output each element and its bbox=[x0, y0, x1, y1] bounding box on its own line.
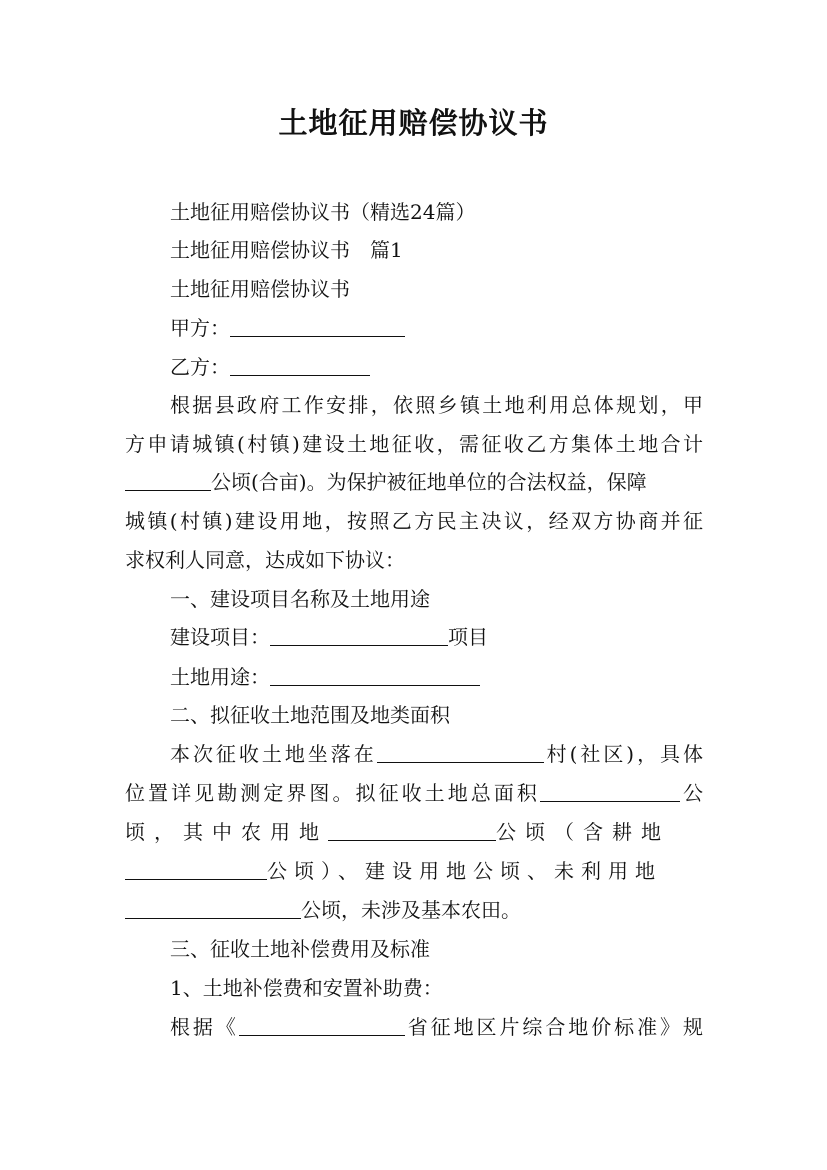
standard-name-blank bbox=[239, 1015, 405, 1036]
total-area-blank bbox=[540, 781, 680, 802]
item1-text-b: 省征地区片综合地价标准》规 bbox=[404, 1015, 703, 1039]
location-blank bbox=[377, 742, 544, 763]
farmland-blank bbox=[328, 820, 496, 841]
paragraph-1-line-1: 根据县政府工作安排，依照乡镇土地利用总体规划，甲 bbox=[170, 393, 703, 417]
party-a-blank bbox=[230, 316, 405, 337]
item-1-heading: 1、土地补偿费和安置补助费： bbox=[170, 976, 443, 1000]
paragraph-2-line-5 bbox=[125, 895, 703, 925]
party-b-label: 乙方： bbox=[170, 355, 230, 379]
unused-land-blank bbox=[125, 898, 301, 919]
p2-line2-text-b: 公 bbox=[679, 781, 704, 805]
section-3-heading: 三、征收土地补偿费用及标准 bbox=[170, 937, 430, 961]
land-use-label: 土地用途： bbox=[170, 665, 270, 689]
area-total-blank bbox=[125, 470, 211, 491]
item1-text-a: 根据《 bbox=[170, 1015, 239, 1039]
p2-line3-text-a: 顷，其中农用地 bbox=[125, 820, 328, 844]
party-a-label: 甲方： bbox=[170, 316, 230, 340]
document-title: 土地征用赔偿协议书 bbox=[278, 106, 549, 140]
paragraph-1-line-2: 方申请城镇(村镇)建设土地征收，需征收乙方集体土地合计 bbox=[125, 432, 703, 456]
cultivated-blank bbox=[125, 859, 267, 880]
document-subtitle: 土地征用赔偿协议书（精选24篇） bbox=[170, 200, 476, 224]
land-use-line bbox=[170, 662, 480, 692]
p2-line3-text-b: 公顷（含耕地 bbox=[496, 820, 670, 844]
agreement-title: 土地征用赔偿协议书 bbox=[170, 277, 350, 301]
paragraph-1-line-5: 求权利人同意，达成如下协议： bbox=[125, 548, 405, 572]
project-suffix: 项目 bbox=[448, 625, 488, 649]
project-label: 建设项目： bbox=[170, 625, 270, 649]
party-a-line bbox=[170, 313, 405, 343]
paragraph-1-line-4: 城镇(村镇)建设用地，按照乙方民主决议，经双方协商并征 bbox=[125, 509, 703, 533]
paragraph-2-line-4 bbox=[125, 856, 703, 886]
land-use-blank bbox=[270, 665, 480, 686]
paragraph-2-line-2 bbox=[125, 778, 703, 808]
paragraph-2-line-3 bbox=[125, 817, 703, 847]
paragraph-1-line-3-text: 公顷(合亩)。为保护被征地单位的合法权益，保障 bbox=[211, 470, 647, 494]
paragraph-1-line-3 bbox=[125, 467, 703, 497]
section-1-heading: 一、建设项目名称及土地用途 bbox=[170, 587, 430, 611]
paragraph-2-line-1 bbox=[170, 739, 703, 769]
p2-line5-text: 公顷，未涉及基本农田。 bbox=[301, 898, 521, 922]
project-line bbox=[170, 622, 488, 652]
party-b-blank bbox=[230, 355, 370, 376]
p2-line1-text-b: 村(社区)，具体 bbox=[543, 742, 704, 766]
project-blank bbox=[270, 625, 448, 646]
p2-line1-text-a: 本次征收土地坐落在 bbox=[170, 742, 377, 766]
item-1-line-1 bbox=[170, 1012, 703, 1042]
piece-heading: 土地征用赔偿协议书 篇1 bbox=[170, 238, 403, 262]
p2-line2-text-a: 位置详见勘测定界图。拟征收土地总面积 bbox=[125, 781, 540, 805]
party-b-line bbox=[170, 352, 370, 382]
section-2-heading: 二、拟征收土地范围及地类面积 bbox=[170, 703, 450, 727]
p2-line4-text: 公顷）、建设用地公顷、未利用地 bbox=[267, 859, 662, 883]
